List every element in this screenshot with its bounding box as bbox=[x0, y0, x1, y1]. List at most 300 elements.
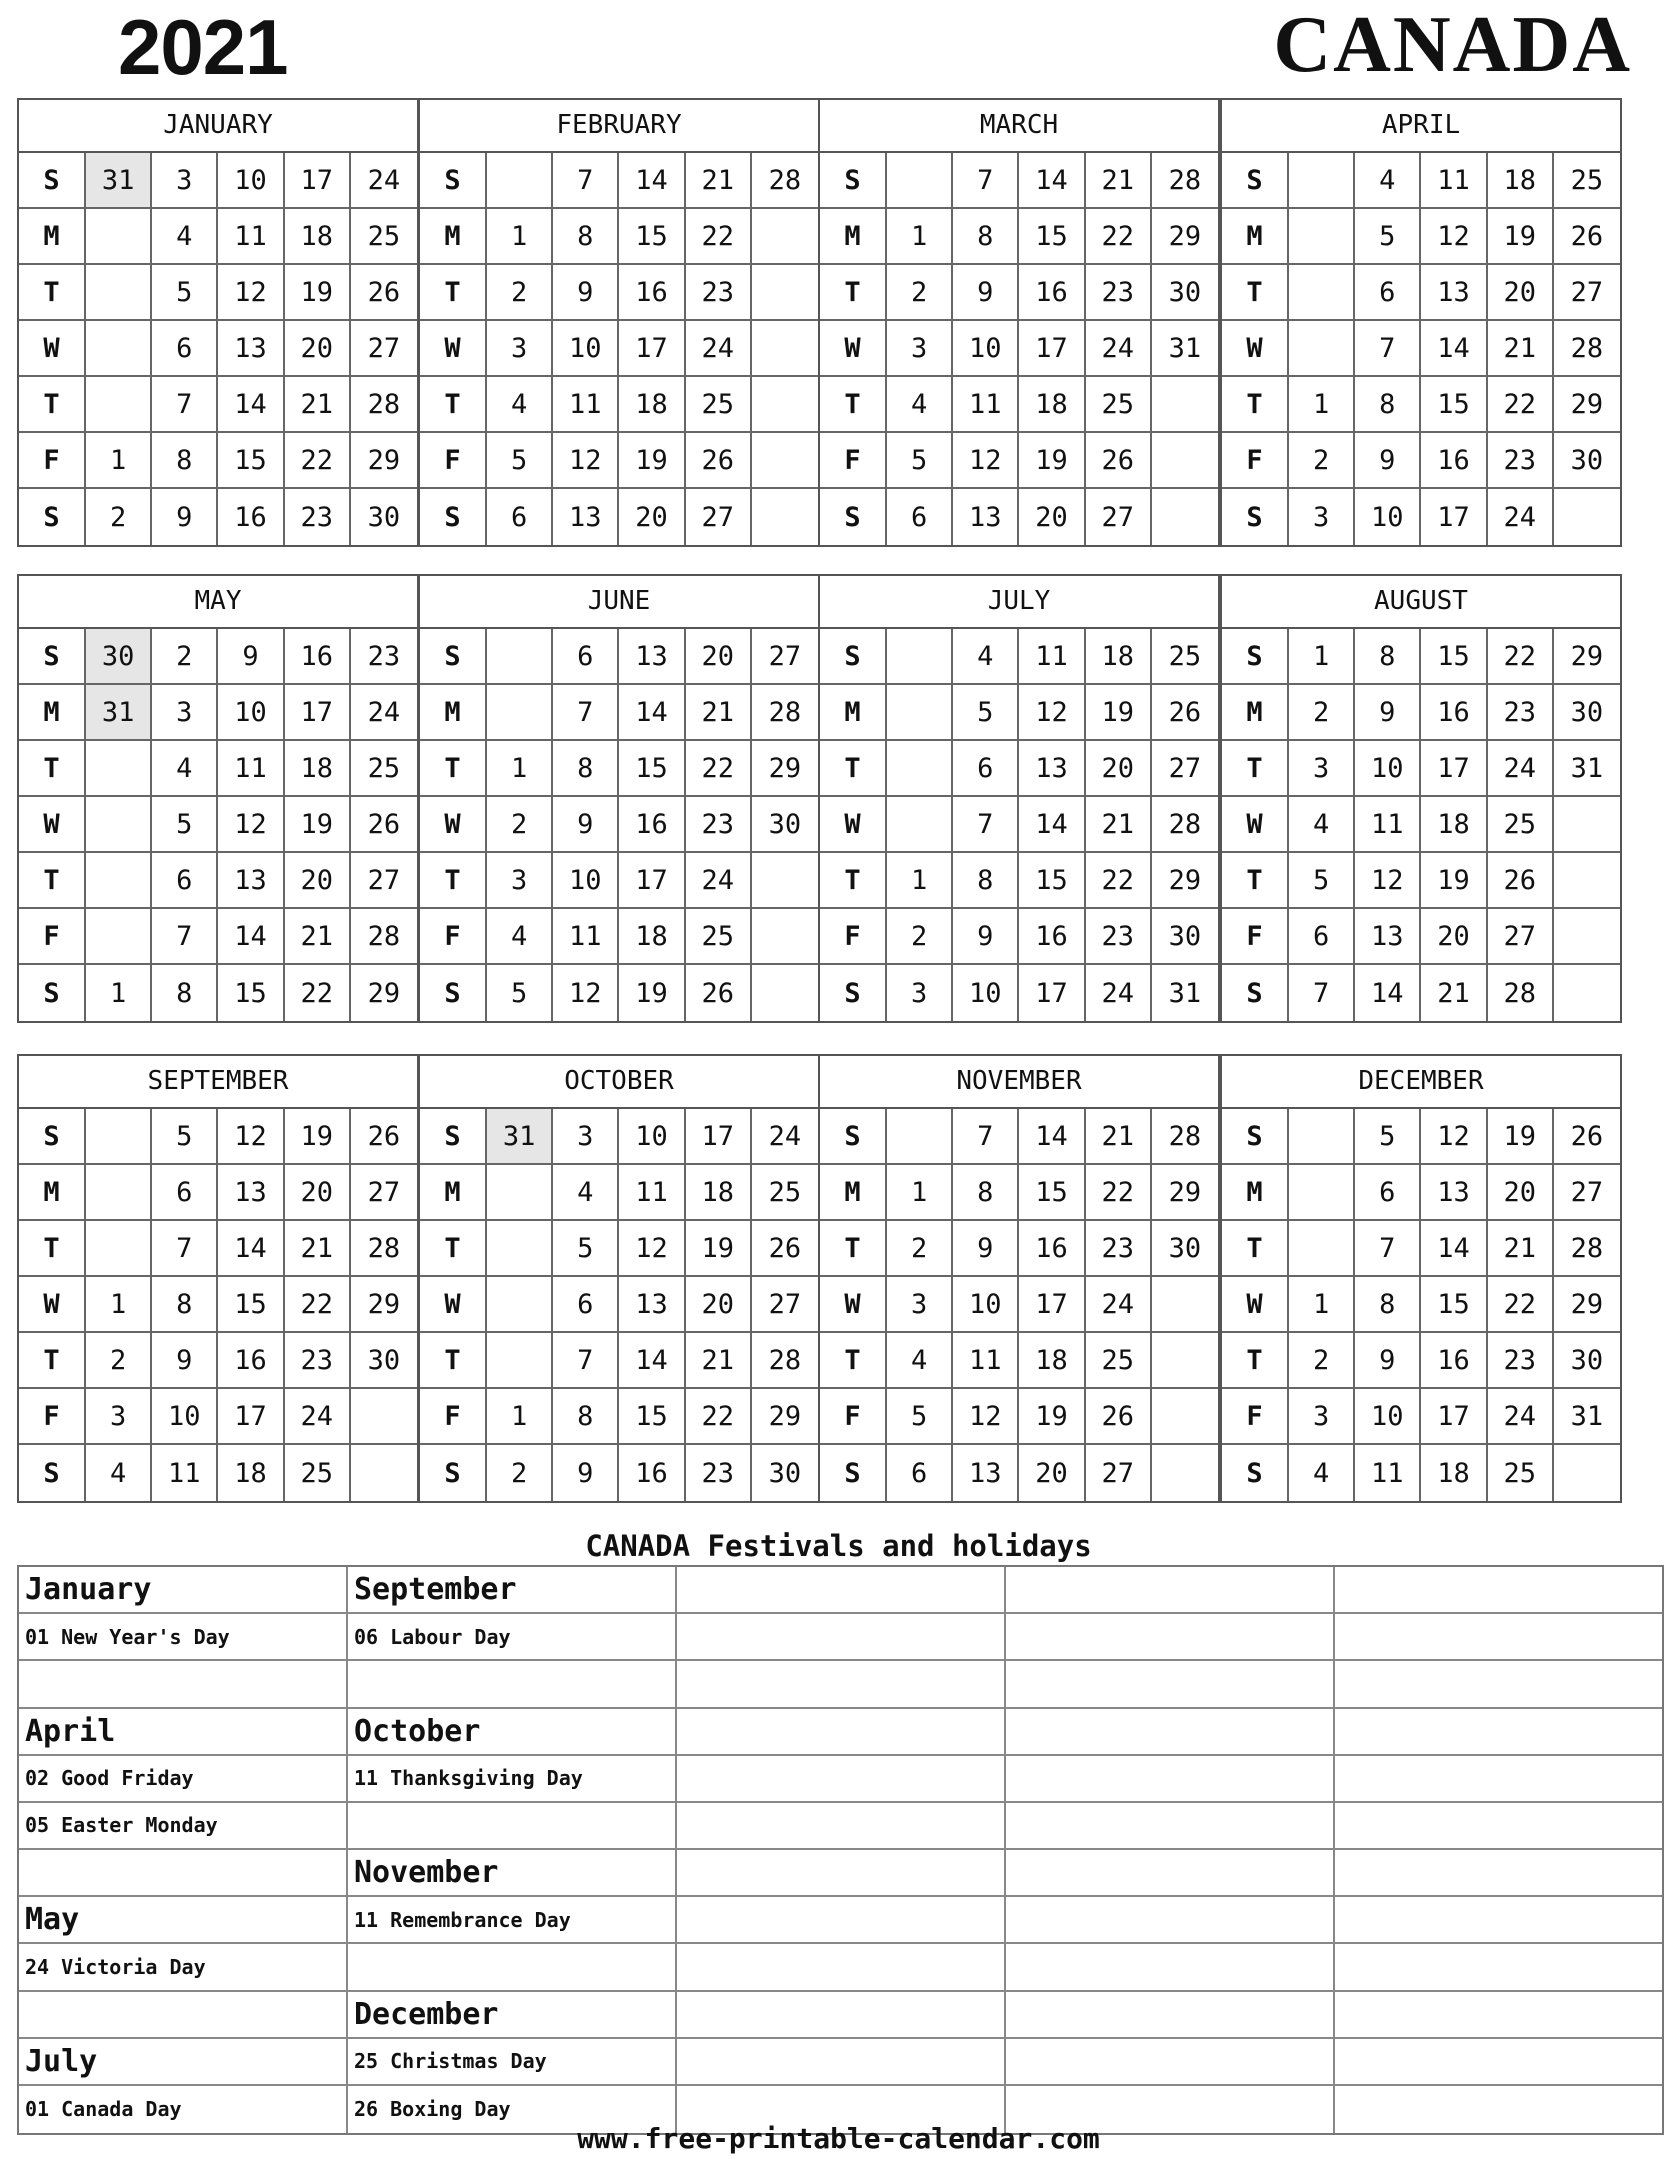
day-cell: 8 bbox=[553, 741, 619, 797]
holiday-empty-cell bbox=[19, 1850, 348, 1897]
empty-day-cell bbox=[1152, 1277, 1218, 1333]
holiday-entry: 05 Easter Monday bbox=[19, 1803, 348, 1850]
day-cell: 16 bbox=[1421, 433, 1487, 489]
month-days-grid bbox=[420, 153, 818, 545]
day-cell: 25 bbox=[686, 377, 752, 433]
weekday-label: T bbox=[19, 1333, 86, 1389]
day-cell: 11 bbox=[619, 1165, 685, 1221]
day-cell: 14 bbox=[619, 685, 685, 741]
day-cell: 24 bbox=[1086, 1277, 1152, 1333]
day-cell: 31 bbox=[1554, 1389, 1620, 1445]
day-cell: 20 bbox=[285, 853, 351, 909]
day-cell: 2 bbox=[86, 1333, 152, 1389]
weekday-label: W bbox=[1222, 321, 1289, 377]
day-cell: 12 bbox=[553, 965, 619, 1021]
day-cell: 7 bbox=[1355, 321, 1421, 377]
weekday-label: S bbox=[820, 153, 887, 209]
day-cell: 11 bbox=[218, 741, 284, 797]
day-cell: 17 bbox=[1019, 965, 1085, 1021]
day-cell: 7 bbox=[953, 797, 1019, 853]
day-cell: 29 bbox=[367, 977, 401, 1009]
weekday-label: T bbox=[820, 741, 887, 797]
day-cell: 5 bbox=[487, 965, 553, 1021]
day-cell: 30 bbox=[351, 1333, 417, 1389]
day-cell: 2 bbox=[1289, 1333, 1355, 1389]
weekday-label: T bbox=[19, 377, 86, 433]
day-cell: 20 bbox=[1488, 265, 1554, 321]
day-cell: 16 bbox=[619, 265, 685, 321]
weekday-label: W bbox=[420, 1277, 487, 1333]
day-cell: 30 bbox=[1554, 685, 1620, 741]
day-cell: 27 bbox=[1086, 489, 1152, 545]
month-title: DECEMBER bbox=[1222, 1056, 1620, 1109]
day-cell: 7 bbox=[953, 153, 1019, 209]
day-cell: 17 bbox=[285, 153, 351, 209]
holiday-empty-cell bbox=[1006, 1661, 1335, 1708]
day-cell: 8 bbox=[152, 1277, 218, 1333]
day-cell: 28 bbox=[1152, 153, 1218, 209]
day-cell: 12 bbox=[1019, 685, 1085, 741]
day-cell: 24 bbox=[1488, 1389, 1554, 1445]
day-cell: 28 bbox=[1554, 321, 1620, 377]
empty-day-cell bbox=[752, 965, 818, 1021]
day-cell: 21 bbox=[686, 685, 752, 741]
day-cell: 4 bbox=[86, 1445, 152, 1501]
day-cell: 2 bbox=[1289, 685, 1355, 741]
month-title: JUNE bbox=[420, 576, 818, 629]
day-cell: 7 bbox=[1355, 1221, 1421, 1277]
day-cell: 8 bbox=[953, 1165, 1019, 1221]
day-cell: 21 bbox=[1086, 153, 1152, 209]
day-cell: 5 bbox=[953, 685, 1019, 741]
day-cell: 6 bbox=[152, 853, 218, 909]
day-cell: 25 bbox=[1086, 1333, 1152, 1389]
day-cell: 23 bbox=[1488, 1333, 1554, 1389]
day-cell: 10 bbox=[553, 853, 619, 909]
day-cell: 30 bbox=[1152, 909, 1218, 965]
empty-day-cell bbox=[1554, 853, 1620, 909]
holiday-empty-cell bbox=[1335, 1709, 1662, 1756]
day-cell: 1 bbox=[487, 209, 553, 265]
day-cell: 4 bbox=[487, 377, 553, 433]
day-cell: 4 bbox=[487, 909, 553, 965]
day-cell: 11 bbox=[553, 909, 619, 965]
day-cell: 24 bbox=[1488, 741, 1554, 797]
day-cell: 23 bbox=[1086, 1221, 1152, 1277]
empty-day-cell bbox=[487, 1333, 553, 1389]
day-cell: 18 bbox=[218, 1445, 284, 1501]
weekday-label: S bbox=[820, 1445, 887, 1501]
day-cell: 6 bbox=[152, 321, 218, 377]
weekday-label: F bbox=[19, 433, 86, 489]
empty-day-cell bbox=[752, 853, 818, 909]
month-days-grid bbox=[1222, 153, 1620, 545]
day-cell: 19 bbox=[1488, 209, 1554, 265]
day-cell: 15 bbox=[1421, 377, 1487, 433]
day-cell: 15 bbox=[218, 965, 284, 1021]
day-cell: 16 bbox=[218, 1333, 284, 1389]
day-cell: 18 bbox=[1019, 377, 1085, 433]
day-cell: 26 bbox=[351, 265, 417, 321]
day-cell: 13 bbox=[553, 489, 619, 545]
empty-day-cell bbox=[487, 629, 553, 685]
day-cell: 20 bbox=[285, 1165, 351, 1221]
empty-day-cell bbox=[1289, 209, 1355, 265]
day-cell: 9 bbox=[553, 1445, 619, 1501]
day-cell: 15 bbox=[619, 1389, 685, 1445]
day-cell: 15 bbox=[619, 741, 685, 797]
day-cell: 8 bbox=[553, 209, 619, 265]
day-cell: 3 bbox=[1289, 741, 1355, 797]
weekday-label: S bbox=[1222, 153, 1289, 209]
month-april bbox=[1220, 98, 1622, 547]
empty-day-cell bbox=[887, 685, 953, 741]
holiday-empty-cell bbox=[19, 1992, 348, 2039]
holiday-entry: 02 Good Friday bbox=[19, 1756, 348, 1803]
weekday-label: F bbox=[1222, 433, 1289, 489]
holiday-entry: 06 Labour Day bbox=[348, 1614, 677, 1661]
month-days-grid bbox=[1222, 1109, 1620, 1501]
weekday-label: W bbox=[19, 797, 86, 853]
day-cell: 3 bbox=[887, 321, 953, 377]
country-heading: CANADA bbox=[1273, 1, 1632, 89]
empty-day-cell bbox=[351, 1445, 417, 1501]
day-cell: 21 bbox=[285, 377, 351, 433]
empty-day-cell bbox=[752, 433, 818, 489]
day-cell: 2 bbox=[487, 797, 553, 853]
day-cell: 15 bbox=[218, 433, 284, 489]
weekday-label: M bbox=[820, 685, 887, 741]
day-cell: 19 bbox=[285, 265, 351, 321]
day-cell: 29 bbox=[1554, 377, 1620, 433]
day-cell: 25 bbox=[351, 209, 417, 265]
month-title: MAY bbox=[19, 576, 417, 629]
day-cell: 8 bbox=[953, 853, 1019, 909]
day-cell: 29 bbox=[351, 433, 417, 489]
empty-day-cell bbox=[1152, 433, 1218, 489]
day-cell: 27 bbox=[686, 489, 752, 545]
weekday-label: F bbox=[420, 1389, 487, 1445]
holiday-empty-cell bbox=[677, 2039, 1006, 2086]
day-cell: 27 bbox=[351, 853, 417, 909]
empty-day-cell bbox=[752, 209, 818, 265]
empty-day-cell bbox=[1152, 377, 1218, 433]
weekday-label: S bbox=[420, 965, 487, 1021]
day-cell: 8 bbox=[553, 1389, 619, 1445]
holiday-empty-cell bbox=[677, 1944, 1006, 1991]
day-cell: 9 bbox=[953, 909, 1019, 965]
empty-day-cell bbox=[887, 741, 953, 797]
weekday-label: M bbox=[820, 209, 887, 265]
weekday-label: W bbox=[820, 1277, 887, 1333]
day-cell: 22 bbox=[1488, 629, 1554, 685]
day-cell: 5 bbox=[152, 1109, 218, 1165]
day-cell: 6 bbox=[553, 629, 619, 685]
holiday-empty-cell bbox=[1006, 1756, 1335, 1803]
day-cell: 12 bbox=[553, 433, 619, 489]
day-cell: 27 bbox=[351, 1165, 417, 1221]
month-days-grid bbox=[420, 629, 818, 1021]
day-cell: 17 bbox=[285, 685, 351, 741]
holiday-empty-cell bbox=[677, 1850, 1006, 1897]
day-cell: 10 bbox=[218, 685, 284, 741]
day-cell: 27 bbox=[1488, 909, 1554, 965]
empty-day-cell bbox=[487, 153, 553, 209]
day-cell: 30 bbox=[367, 501, 401, 533]
month-february bbox=[418, 98, 820, 547]
day-cell: 5 bbox=[1355, 209, 1421, 265]
holiday-empty-cell bbox=[19, 1661, 348, 1708]
day-cell: 23 bbox=[686, 1445, 752, 1501]
weekday-label: M bbox=[820, 1165, 887, 1221]
weekday-label: W bbox=[820, 321, 887, 377]
day-cell: 15 bbox=[1019, 209, 1085, 265]
day-cell: 21 bbox=[1086, 1109, 1152, 1165]
day-cell: 23 bbox=[285, 1333, 351, 1389]
day-cell: 5 bbox=[887, 433, 953, 489]
day-cell: 9 bbox=[1355, 433, 1421, 489]
day-cell: 21 bbox=[285, 1221, 351, 1277]
empty-day-cell bbox=[1289, 1221, 1355, 1277]
day-cell: 25 bbox=[285, 1445, 351, 1501]
weekday-label: W bbox=[420, 321, 487, 377]
day-cell: 12 bbox=[1421, 1109, 1487, 1165]
day-cell: 2 bbox=[887, 1221, 953, 1277]
day-cell: 19 bbox=[1019, 433, 1085, 489]
weekday-label: F bbox=[420, 909, 487, 965]
day-cell: 4 bbox=[887, 1333, 953, 1389]
weekday-label: S bbox=[1222, 489, 1289, 545]
weekday-label: S bbox=[820, 965, 887, 1021]
day-cell: 28 bbox=[1554, 1221, 1620, 1277]
day-cell: 20 bbox=[1488, 1165, 1554, 1221]
day-cell: 2 bbox=[86, 489, 152, 545]
day-cell: 3 bbox=[887, 965, 953, 1021]
day-cell: 16 bbox=[619, 1445, 685, 1501]
day-cell: 18 bbox=[619, 909, 685, 965]
weekday-label: T bbox=[420, 377, 487, 433]
day-cell: 22 bbox=[686, 741, 752, 797]
day-cell: 24 bbox=[285, 1389, 351, 1445]
holiday-entry: 11 Thanksgiving Day bbox=[348, 1756, 677, 1803]
day-cell: 27 bbox=[1554, 1165, 1620, 1221]
day-cell: 16 bbox=[619, 797, 685, 853]
day-cell: 12 bbox=[619, 1221, 685, 1277]
day-cell: 6 bbox=[887, 1445, 953, 1501]
day-cell: 9 bbox=[553, 797, 619, 853]
day-cell: 24 bbox=[1488, 489, 1554, 545]
day-cell: 23 bbox=[686, 265, 752, 321]
day-cell: 18 bbox=[1019, 1333, 1085, 1389]
empty-day-cell bbox=[86, 321, 152, 377]
day-cell: 9 bbox=[953, 1221, 1019, 1277]
day-cell: 22 bbox=[1086, 209, 1152, 265]
day-cell: 1 bbox=[86, 1277, 152, 1333]
day-cell: 17 bbox=[1421, 741, 1487, 797]
day-cell: 29 bbox=[752, 1389, 818, 1445]
holiday-empty-cell bbox=[1335, 1944, 1662, 1991]
day-cell: 10 bbox=[953, 321, 1019, 377]
weekday-label: T bbox=[19, 265, 86, 321]
day-cell: 15 bbox=[1019, 853, 1085, 909]
empty-day-cell bbox=[86, 909, 152, 965]
day-cell: 30 bbox=[86, 629, 152, 685]
holiday-empty-cell bbox=[1335, 1756, 1662, 1803]
day-cell: 5 bbox=[887, 1389, 953, 1445]
day-cell: 21 bbox=[686, 153, 752, 209]
day-cell: 18 bbox=[1421, 797, 1487, 853]
day-cell: 14 bbox=[1355, 965, 1421, 1021]
holiday-entry: 25 Christmas Day bbox=[348, 2039, 677, 2086]
day-cell: 20 bbox=[1019, 1445, 1085, 1501]
day-cell: 24 bbox=[1086, 965, 1152, 1021]
holiday-empty-cell bbox=[1006, 2039, 1335, 2086]
empty-day-cell bbox=[887, 153, 953, 209]
day-cell: 7 bbox=[553, 685, 619, 741]
holiday-empty-cell bbox=[1335, 1567, 1662, 1614]
day-cell: 5 bbox=[1289, 853, 1355, 909]
holiday-empty-cell bbox=[677, 1567, 1006, 1614]
day-cell: 9 bbox=[1355, 1333, 1421, 1389]
day-cell: 8 bbox=[152, 433, 218, 489]
day-cell: 18 bbox=[1488, 153, 1554, 209]
day-cell: 24 bbox=[686, 853, 752, 909]
weekday-label: S bbox=[820, 1109, 887, 1165]
day-cell: 23 bbox=[1488, 685, 1554, 741]
month-november bbox=[818, 1054, 1220, 1503]
day-cell: 10 bbox=[953, 965, 1019, 1021]
day-cell: 4 bbox=[1289, 1445, 1355, 1501]
month-title: OCTOBER bbox=[420, 1056, 818, 1109]
day-cell: 20 bbox=[1019, 489, 1085, 545]
month-title: APRIL bbox=[1222, 100, 1620, 153]
weekday-label: F bbox=[820, 1389, 887, 1445]
day-cell: 6 bbox=[1355, 265, 1421, 321]
empty-day-cell bbox=[1152, 1445, 1218, 1501]
empty-day-cell bbox=[1554, 797, 1620, 853]
empty-day-cell bbox=[1152, 1333, 1218, 1389]
month-days-grid bbox=[420, 1109, 818, 1501]
empty-day-cell bbox=[86, 265, 152, 321]
day-cell: 22 bbox=[1488, 1277, 1554, 1333]
day-cell: 31 bbox=[487, 1109, 553, 1165]
day-cell: 7 bbox=[553, 153, 619, 209]
day-cell: 30 bbox=[1152, 1221, 1218, 1277]
day-cell: 21 bbox=[285, 909, 351, 965]
day-cell: 28 bbox=[351, 1221, 417, 1277]
day-cell: 31 bbox=[86, 685, 152, 741]
day-cell: 1 bbox=[86, 965, 152, 1021]
empty-day-cell bbox=[887, 629, 953, 685]
day-cell: 18 bbox=[285, 741, 351, 797]
day-cell: 4 bbox=[553, 1165, 619, 1221]
day-cell: 22 bbox=[285, 1277, 351, 1333]
day-cell: 10 bbox=[553, 321, 619, 377]
day-cell: 9 bbox=[953, 265, 1019, 321]
day-cell: 13 bbox=[1355, 909, 1421, 965]
month-may bbox=[17, 574, 419, 1023]
day-cell: 12 bbox=[1421, 209, 1487, 265]
holiday-empty-cell bbox=[1335, 2039, 1662, 2086]
footer-url[interactable]: www.free-printable-calendar.com bbox=[577, 2122, 1100, 2155]
day-cell: 28 bbox=[1152, 797, 1218, 853]
day-cell: 14 bbox=[1421, 1221, 1487, 1277]
day-cell: 16 bbox=[1019, 909, 1085, 965]
empty-day-cell bbox=[1152, 489, 1218, 545]
day-cell: 18 bbox=[285, 209, 351, 265]
weekday-label: T bbox=[420, 741, 487, 797]
day-cell: 29 bbox=[351, 1277, 417, 1333]
weekday-label: M bbox=[1222, 209, 1289, 265]
day-cell: 5 bbox=[487, 433, 553, 489]
holiday-entry: 01 New Year's Day bbox=[19, 1614, 348, 1661]
weekday-label: T bbox=[420, 265, 487, 321]
day-cell: 18 bbox=[1086, 629, 1152, 685]
day-cell: 12 bbox=[218, 265, 284, 321]
day-cell: 26 bbox=[752, 1221, 818, 1277]
weekday-label: M bbox=[19, 685, 86, 741]
day-cell: 15 bbox=[1019, 1165, 1085, 1221]
holiday-empty-cell bbox=[677, 1709, 1006, 1756]
day-cell: 25 bbox=[1488, 1445, 1554, 1501]
day-cell: 14 bbox=[218, 1221, 284, 1277]
day-cell: 15 bbox=[218, 1277, 284, 1333]
holiday-empty-cell bbox=[348, 1803, 677, 1850]
weekday-label: F bbox=[19, 909, 86, 965]
month-days-grid bbox=[1222, 629, 1620, 1021]
day-cell: 26 bbox=[1086, 433, 1152, 489]
day-cell: 8 bbox=[152, 965, 218, 1021]
weekday-label: F bbox=[19, 1389, 86, 1445]
holiday-empty-cell bbox=[677, 1992, 1006, 2039]
day-cell: 3 bbox=[1289, 1389, 1355, 1445]
day-cell: 14 bbox=[1019, 1109, 1085, 1165]
day-cell: 19 bbox=[1019, 1389, 1085, 1445]
weekday-label: S bbox=[19, 629, 86, 685]
month-days-grid bbox=[820, 153, 1218, 545]
day-cell: 1 bbox=[887, 1165, 953, 1221]
weekday-label: S bbox=[1222, 1445, 1289, 1501]
empty-day-cell bbox=[1289, 265, 1355, 321]
day-cell: 9 bbox=[553, 265, 619, 321]
day-cell: 7 bbox=[152, 909, 218, 965]
month-september bbox=[17, 1054, 419, 1503]
day-cell: 26 bbox=[686, 965, 752, 1021]
weekday-label: T bbox=[1222, 741, 1289, 797]
day-cell: 26 bbox=[1152, 685, 1218, 741]
day-cell: 21 bbox=[1421, 965, 1487, 1021]
day-cell: 29 bbox=[752, 741, 818, 797]
day-cell: 22 bbox=[285, 433, 351, 489]
day-cell: 24 bbox=[351, 685, 417, 741]
day-cell: 18 bbox=[1421, 1445, 1487, 1501]
empty-day-cell bbox=[752, 265, 818, 321]
day-cell: 4 bbox=[1289, 797, 1355, 853]
day-cell: 12 bbox=[953, 433, 1019, 489]
day-cell: 1 bbox=[1289, 1277, 1355, 1333]
day-cell: 28 bbox=[1488, 965, 1554, 1021]
day-cell: 7 bbox=[1289, 965, 1355, 1021]
day-cell: 19 bbox=[285, 1109, 351, 1165]
holiday-empty-cell bbox=[1006, 1992, 1335, 2039]
day-cell: 27 bbox=[752, 1277, 818, 1333]
weekday-label: S bbox=[420, 1109, 487, 1165]
day-cell: 31 bbox=[86, 153, 152, 209]
day-cell: 8 bbox=[953, 209, 1019, 265]
day-cell: 28 bbox=[752, 1333, 818, 1389]
day-cell: 2 bbox=[887, 909, 953, 965]
holiday-month-label: November bbox=[348, 1850, 677, 1897]
